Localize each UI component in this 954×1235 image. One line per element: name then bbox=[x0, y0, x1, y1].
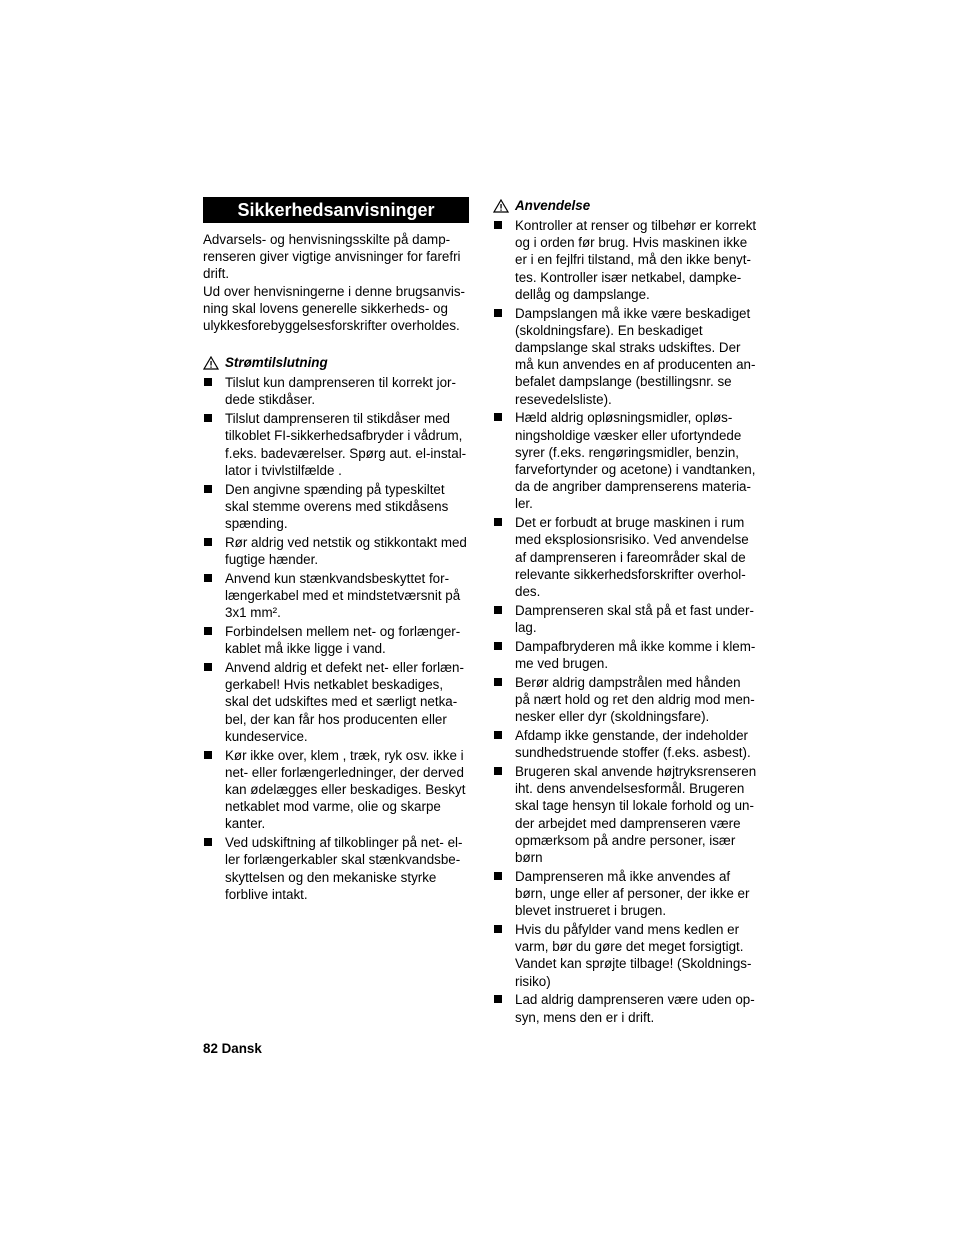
bullet-square-icon bbox=[494, 221, 502, 229]
list-item-text: Dampafbryderen må ikke komme i klem- me ved brugen. bbox=[515, 638, 756, 672]
list-item bbox=[493, 868, 765, 920]
list-item-text: Damprenseren skal stå på et fast under- lag. bbox=[515, 602, 754, 636]
left-column bbox=[203, 197, 475, 905]
list-item bbox=[203, 410, 475, 479]
page-footer: 82 Dansk bbox=[203, 1041, 262, 1056]
list-item-text: Lad aldrig damprenseren være uden op- syn, mens den er i drift. bbox=[515, 992, 755, 1025]
list-item-text: Dampslangen må ikke være beskadiget (skoldningsfare). En beskadiget dampslange skal straks udskiftes. Der må kun anvendes en af producenten an- befalet dampslange (bestillingsnr. se resevedelsliste). bbox=[515, 305, 756, 407]
list-item bbox=[493, 763, 765, 866]
right-column bbox=[493, 197, 765, 1027]
power-connection-heading bbox=[203, 354, 475, 371]
list-item bbox=[493, 638, 765, 672]
list-item bbox=[203, 481, 475, 533]
bullet-square-icon bbox=[494, 413, 502, 421]
list-item-text: Anvend aldrig et defekt net- eller forlæn- gerkabel! Hvis netkablet beskadiges, skal det udskiftes med et særligt netka- bel, der kan får hos producenten eller kundeservice. bbox=[225, 660, 464, 744]
list-item-text: Rør aldrig ved netstik og stikkontakt med fugtige hænder. bbox=[225, 534, 467, 568]
list-item bbox=[203, 374, 475, 408]
list-item-text: Kontroller at renser og tilbehør er korrekt og i orden før brug. Hvis maskinen ikke er i en fejlfri tilstand, må den ikke benyt- tes. Kontroller især netkabel, dampke- dellåg og dampslange. bbox=[515, 218, 757, 302]
usage-heading bbox=[493, 197, 765, 214]
list-item-text: Ved udskiftning af tilkoblinger på net- el- ler forlængerkabler skal stænkvandsbe- skyttelsen og den mekaniske styrke forblive intakt. bbox=[225, 835, 463, 902]
list-item-text: Brugeren skal anvende højtryksrenseren iht. dens anvendelsesformål. Brugeren skal tage hensyn til lokale forhold og un- der arbejdet med damprenseren være opmærksom på andre personer, især børn bbox=[515, 764, 757, 866]
bullet-square-icon bbox=[204, 538, 212, 546]
bullet-square-icon bbox=[494, 309, 502, 317]
list-item bbox=[493, 921, 765, 990]
bullet-square-icon bbox=[204, 751, 212, 759]
bullet-square-icon bbox=[494, 606, 502, 614]
section-heading-text: Anvendelse bbox=[515, 198, 591, 213]
list-item bbox=[493, 409, 765, 512]
list-item bbox=[493, 305, 765, 408]
list-item bbox=[493, 514, 765, 600]
list-item bbox=[203, 834, 475, 903]
bullet-square-icon bbox=[494, 642, 502, 650]
bullet-square-icon bbox=[204, 414, 212, 422]
list-item bbox=[493, 991, 765, 1025]
bullet-square-icon bbox=[494, 767, 502, 775]
bullet-square-icon bbox=[494, 995, 502, 1003]
bullet-square-icon bbox=[494, 925, 502, 933]
bullet-square-icon bbox=[494, 731, 502, 739]
intro-text: Advarsels- og henvisningsskilte på damp- renseren giver vigtige anvisninger for farefri drift. Ud over henvisningerne i denne brugsanvis- ning skal lovens generelle sikkerheds- og ulykkesforebyggelsesforskrifter overholdes. bbox=[203, 232, 466, 334]
list-item bbox=[493, 602, 765, 636]
bullet-square-icon bbox=[204, 663, 212, 671]
bullet-square-icon bbox=[204, 627, 212, 635]
list-item bbox=[203, 623, 475, 657]
bullet-square-icon bbox=[494, 518, 502, 526]
bullet-square-icon bbox=[494, 678, 502, 686]
bullet-square-icon bbox=[204, 838, 212, 846]
list-item-text: Kør ikke over, klem , træk, ryk osv. ikke i net- eller forlængerledninger, der derved kan ødelægges eller beskadiges. Beskyt netkablet mod varme, olie og skarpe kanter. bbox=[225, 747, 466, 832]
list-item bbox=[203, 659, 475, 745]
list-item bbox=[203, 570, 475, 622]
bullet-square-icon bbox=[204, 378, 212, 386]
usage-list bbox=[493, 217, 765, 1026]
section-heading-text: Strømtilslutning bbox=[225, 355, 328, 371]
list-item bbox=[203, 747, 475, 833]
list-item-text: Tilslut kun damprenseren til korrekt jor- dede stikdåser. bbox=[225, 375, 456, 408]
power-connection-list bbox=[203, 374, 475, 903]
section-title-bar: Sikkerhedsanvisninger bbox=[203, 197, 469, 223]
list-item-text: Hvis du påfylder vand mens kedlen er varm, bør du gøre det meget forsigtigt. Vandet kan sprøjte tilbage! (Skoldnings- risiko) bbox=[515, 922, 752, 989]
bullet-square-icon bbox=[204, 574, 212, 582]
list-item-text: Berør aldrig dampstrålen med hånden på nært hold og ret den aldrig mod men- nesker eller dyr (skoldningsfare). bbox=[515, 674, 755, 725]
list-item-text: Tilslut damprenseren til stikdåser med tilkoblet FI-sikkerhedsafbryder i vådrum, f.eks. badeværelser. Spørg aut. el-instal- lator i tvivlstilfælde . bbox=[225, 411, 467, 478]
list-item-text: Afdamp ikke genstande, der indeholder sundhedstruende stoffer (f.eks. asbest). bbox=[515, 728, 751, 761]
list-item-text: Damprenseren må ikke anvendes af børn, unge eller af personer, der ikke er blevet instrueret i brugen. bbox=[515, 868, 750, 919]
list-item bbox=[203, 534, 475, 568]
list-item bbox=[493, 217, 765, 303]
warning-triangle-icon bbox=[203, 356, 219, 370]
list-item-text: Hæld aldrig opløsningsmidler, opløs- ningsholdige væsker eller ufortyndede syrer (f.eks. rengøringsmidler, benzin, farvefortynder og acetone) i vandtanken, da de angriber damprenserens materia- ler. bbox=[515, 410, 756, 512]
warning-triangle-icon bbox=[493, 199, 509, 213]
list-item-text: Forbindelsen mellem net- og forlænger- kablet må ikke ligge i vand. bbox=[225, 624, 461, 657]
bullet-square-icon bbox=[204, 485, 212, 493]
list-item-text: Det er forbudt at bruge maskinen i rum med eksplosionsrisiko. Ved anvendelse af damprenseren i fareområder skal de relevante sikkerhedsforskrifter overhol- des. bbox=[515, 515, 749, 600]
list-item bbox=[493, 674, 765, 726]
list-item-text: Anvend kun stænkvandsbeskyttet for- længerkabel med et mindstetværsnit på 3x1 mm². bbox=[225, 570, 461, 621]
bullet-square-icon bbox=[494, 872, 502, 880]
list-item-text: Den angivne spænding på typeskiltet skal stemme overens med stikdåsens spænding. bbox=[225, 481, 449, 532]
list-item bbox=[493, 727, 765, 761]
